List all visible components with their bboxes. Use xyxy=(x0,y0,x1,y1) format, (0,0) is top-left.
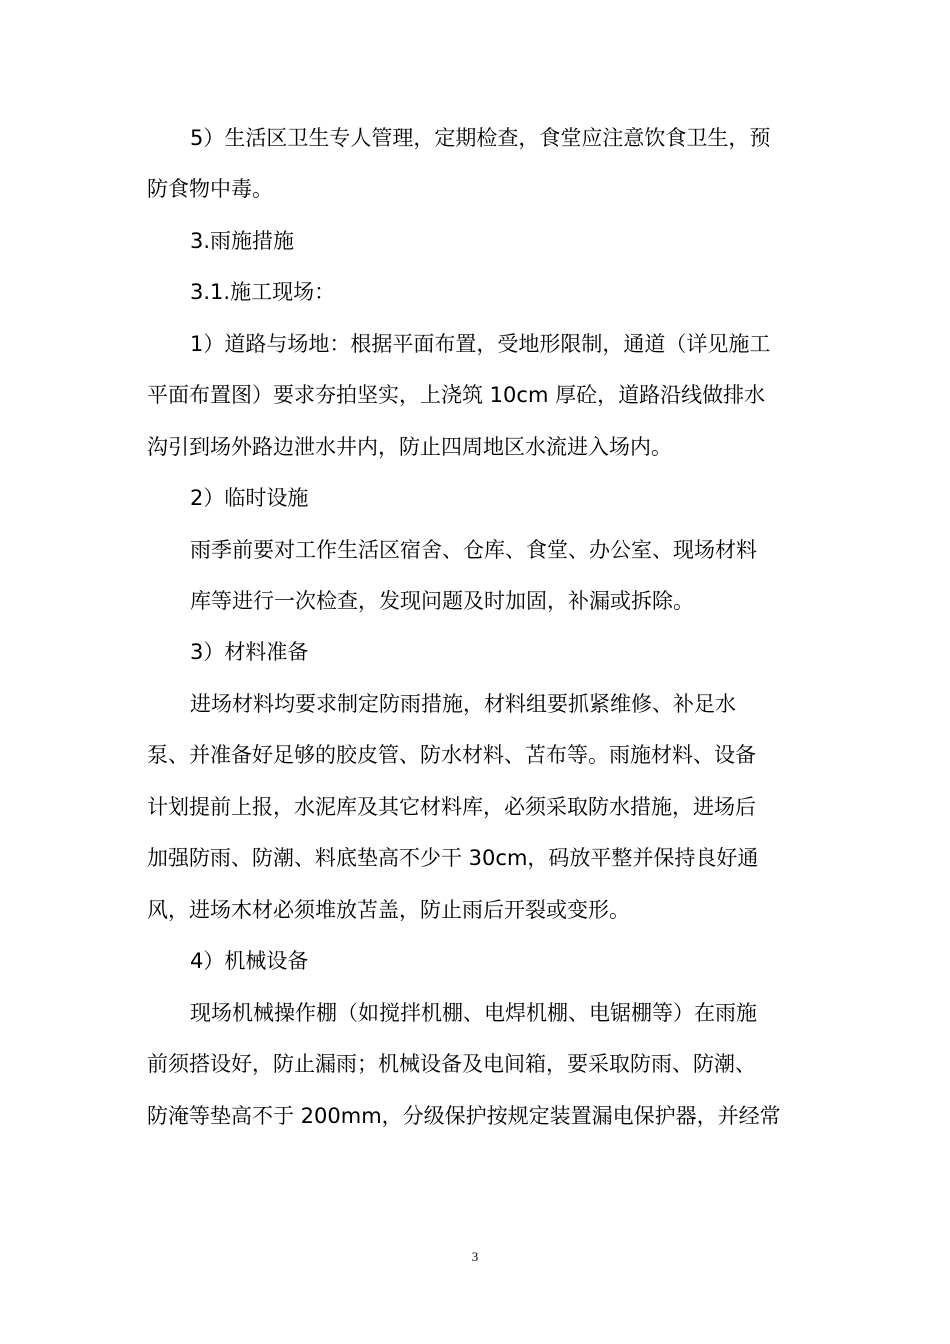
text-line: 沟引到场外路边泄水井内，防止四周地区水流进入场内。 xyxy=(147,435,672,459)
text-line: 雨季前要对工作生活区宿舍、仓库、食堂、办公室、现场材料 xyxy=(190,538,757,562)
text-line: 计划提前上报，水泥库及其它材料库，必须采取防水措施，进场后 xyxy=(147,795,756,819)
item-heading: 3）材料准备 xyxy=(190,640,309,664)
section-heading: 3.雨施措施 xyxy=(190,229,295,253)
text-line: 泵、并准备好足够的胶皮管、防水材料、苫布等。雨施材料、设备 xyxy=(147,743,756,767)
text-line: 防食物中毒。 xyxy=(147,177,273,201)
text-line: 平面布置图）要求夯拍坚实，上浇筑 10cm 厚砼，道路沿线做排水 xyxy=(147,383,766,407)
text-line: 现场机械操作棚（如搅拌机棚、电焊机棚、电锯棚等）在雨施 xyxy=(190,1001,757,1025)
text-line: 5）生活区卫生专人管理，定期检查，食堂应注意饮食卫生，预 xyxy=(190,126,771,150)
text-line: 库等进行一次检查，发现问题及时加固，补漏或拆除。 xyxy=(190,589,694,613)
item-heading: 4）机械设备 xyxy=(190,949,309,973)
text-line: 风，进场木材必须堆放苫盖，防止雨后开裂或变形。 xyxy=(147,898,630,922)
subsection-heading: 3.1.施工现场： xyxy=(190,280,336,304)
item-heading: 2）临时设施 xyxy=(190,486,309,510)
text-line: 加强防雨、防潮、料底垫高不少干 30cm，码放平整并保持良好通 xyxy=(147,846,759,870)
text-line: 前须搭设好，防止漏雨；机械设备及电间箱，要采取防雨、防潮、 xyxy=(147,1052,756,1076)
page-number: 3 xyxy=(471,1249,479,1264)
text-line: 1）道路与场地：根据平面布置，受地形限制，通道（详见施工 xyxy=(190,332,771,356)
text-line: 防淹等垫高不于 200mm，分级保护按规定装置漏电保护器，并经常 xyxy=(147,1104,781,1128)
text-line: 进场材料均要求制定防雨措施，材料组要抓紧维修、补足水 xyxy=(190,692,736,716)
